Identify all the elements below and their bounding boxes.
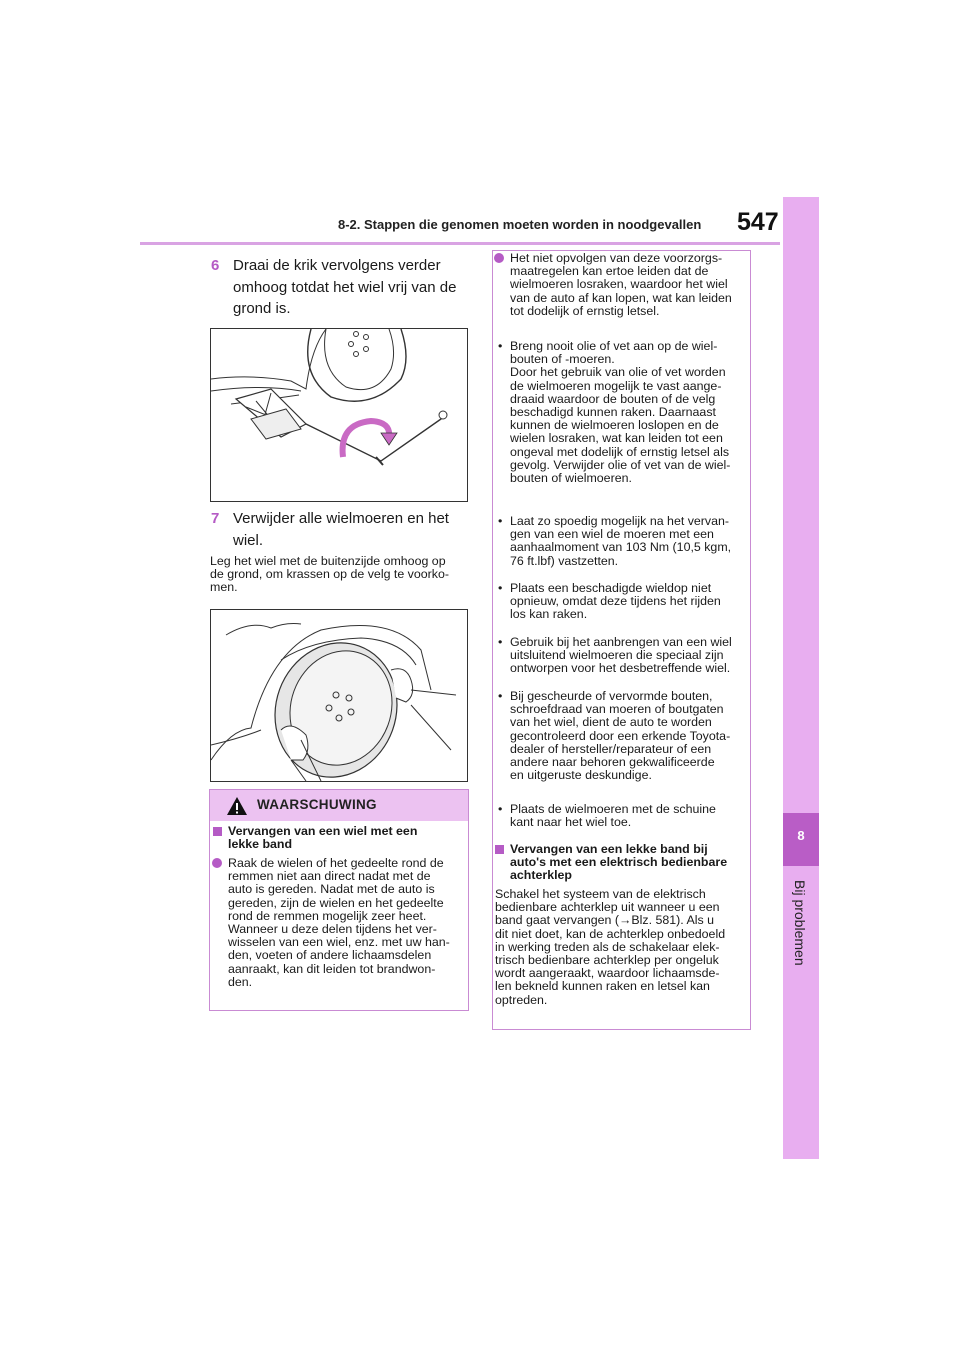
circle-bullet-icon (212, 858, 222, 868)
intro-line: van de auto af kan lopen, wat kan leiden (510, 290, 732, 305)
note-line: Leg het wiel met de buitenzijde omhoog op (210, 554, 446, 568)
bullet-dot: • (498, 581, 503, 595)
note-line: de grond, om krassen op de velg te voorko- (210, 567, 449, 581)
chapter-label: Bij problemen (792, 880, 808, 966)
bullet-line: wielen losraken, wat kan leiden tot een (510, 431, 723, 446)
warning-text (212, 857, 464, 989)
step-text-line: grond is. (233, 300, 291, 317)
bullet-line: bouten of -moeren. (510, 352, 615, 367)
bullet-item (498, 636, 748, 676)
text-line: trisch bedienbare achterklep per ongeluk (495, 953, 719, 968)
warning-line: aanraakt, kan dit leiden tot brandwon- (228, 961, 436, 976)
bullet-line: schroefdraad van moeren of boutgaten (510, 702, 724, 717)
chapter-number: 8 (797, 828, 805, 843)
bullet-line: Breng nooit olie of vet aan op de wiel- (510, 339, 718, 353)
subheading-line: Vervangen van een wiel met een (228, 824, 418, 838)
bullet-line: gecontroleerd door een erkende Toyota- (510, 728, 731, 743)
bullet-line: uitsluitend wielmoeren die speciaal zijn (510, 648, 724, 663)
text-line: wordt aangeraakt, waardoor lichaamsde- (495, 966, 720, 981)
tailgate-heading (494, 843, 746, 883)
bullet-line: 76 ft.lbf) vastzetten. (510, 553, 619, 568)
step-text-line: Draai de krik vervolgens verder (233, 257, 441, 274)
square-bullet-icon (495, 845, 504, 854)
bullet-line: draaid waardoor de bouten of de velg (510, 391, 716, 406)
warning-line: den, voeten of andere lichaamsdelen (228, 948, 432, 963)
warning-line: gereden, zijn de wielen en het gedeelte (228, 895, 444, 910)
warning-line: remmen niet aan direct nadat met de (228, 869, 431, 884)
bullet-line: en uitgeruste deskundige. (510, 768, 652, 783)
warning-title: WAARSCHUWING (257, 797, 377, 812)
section-title: 8-2. Stappen die genomen moeten worden in noodgevallen (338, 217, 702, 232)
step-7-note (210, 555, 472, 594)
bullet-line: kunnen de wielmoeren loslopen en de (510, 418, 719, 433)
bullet-line: bouten of wielmoeren. (510, 471, 632, 486)
bullet-line: de wielmoeren mogelijk te vast aange- (510, 378, 722, 393)
warning-subheading (212, 825, 464, 851)
bullet-line: ontworpen voor het desbetreffende wiel. (510, 661, 731, 676)
step-text-line: wiel. (233, 531, 264, 549)
note-line: men. (210, 580, 238, 594)
warning-line: rond de remmen mogelijk zeer heet. (228, 908, 427, 923)
step-7 (211, 508, 471, 551)
bullet-line: Laat zo spoedig mogelijk na het vervan- (510, 514, 730, 528)
jack-illustration (210, 328, 468, 502)
warning-intro (494, 252, 746, 318)
wheel-removal-illustration (210, 609, 468, 782)
warning-line: Wanneer u deze delen tijdens het ver- (228, 922, 437, 937)
bullet-item (498, 803, 748, 829)
bullet-dot: • (498, 802, 503, 816)
bullet-line: aanhaalmoment van 103 Nm (10,5 kgm, (510, 540, 732, 555)
intro-line: tot dodelijk of ernstig letsel. (510, 303, 660, 318)
bullet-item (498, 340, 748, 485)
warning-line: wisselen van een wiel, enz. met uw han- (228, 935, 450, 950)
text-line: len bekneld kunnen raken en letsel kan (495, 979, 710, 994)
bullet-line: Bij gescheurde of vervormde bouten, (510, 689, 713, 703)
bullet-line: gen van een wiel de moeren met een (510, 527, 714, 542)
intro-line: Het niet opvolgen van deze voorzorgs- (510, 251, 723, 265)
step-text-line: omhoog totdat het wiel vrij van de (233, 278, 457, 296)
bullet-line: van het wiel, dient de auto te worden (510, 715, 712, 730)
bullet-line: dealer of hersteller/reparateur of een (510, 741, 712, 756)
bullet-line: Gebruik bij het aanbrengen van een wiel (510, 635, 732, 649)
square-bullet-icon (213, 827, 222, 836)
step-6 (211, 255, 471, 320)
page-number: 547 (737, 208, 779, 236)
text-line: dit niet doet, kan de achterklep onbedoeld (495, 926, 726, 941)
text-line: Schakel het systeem van de elektrisch (495, 887, 706, 901)
text-line: bedienbare achterklep uit wanneer u een (495, 900, 720, 915)
chapter-side-tab (783, 197, 819, 1159)
warning-icon (226, 796, 248, 816)
bullet-dot: • (498, 635, 503, 649)
subheading-line: lekke band (228, 837, 293, 852)
bullet-line: Door het gebruik van olie of vet worden (510, 365, 726, 380)
bullet-line: los kan raken. (510, 607, 588, 622)
bullet-line: beschadigd kunnen raken. Daarnaast (510, 405, 716, 420)
step-number: 6 (211, 257, 220, 274)
bullet-line: Plaats een beschadigde wieldop niet (510, 581, 712, 595)
step-text-line: Verwijder alle wielmoeren en het (233, 510, 449, 527)
intro-line: wielmoeren losraken, waardoor het wiel (510, 277, 728, 292)
bullet-line: gevolg. Verwijder olie of vet van de wiel- (510, 457, 731, 472)
bullet-dot: • (498, 514, 503, 528)
bullet-line: kant naar het wiel toe. (510, 815, 632, 830)
warning-line: auto is gereden. Nadat met de auto is (228, 882, 435, 897)
header-divider (140, 242, 780, 245)
bullet-line: Plaats de wielmoeren met de schuine (510, 802, 716, 816)
warning-line: den. (228, 974, 253, 989)
circle-bullet-icon (494, 253, 504, 263)
bullet-dot: • (498, 689, 503, 703)
heading-line: auto's met een elektrisch bedienbare (510, 855, 728, 870)
text-line: band gaat vervangen (→Blz. 581). Als u (495, 913, 715, 928)
bullet-item (498, 582, 748, 622)
bullet-item (498, 690, 748, 782)
intro-line: maatregelen kan ertoe leiden dat de (510, 264, 709, 279)
step-number: 7 (211, 510, 220, 527)
bullet-line: ongeval met dodelijk of ernstig letsel als (510, 444, 730, 459)
bullet-dot: • (498, 339, 503, 353)
heading-line: achterklep (510, 868, 572, 883)
bullet-line: andere naar behoren gekwalificeerde (510, 755, 715, 770)
bullet-line: opnieuw, omdat deze tijdens het rijden (510, 594, 721, 609)
text-line: optreden. (495, 992, 548, 1007)
bullet-item (498, 515, 748, 568)
warning-line: Raak de wielen of het gedeelte rond de (228, 856, 444, 870)
text-line: in werking treden als de schakelaar elek- (495, 939, 720, 954)
tailgate-text (495, 888, 747, 1007)
heading-line: Vervangen van een lekke band bij (510, 842, 708, 856)
